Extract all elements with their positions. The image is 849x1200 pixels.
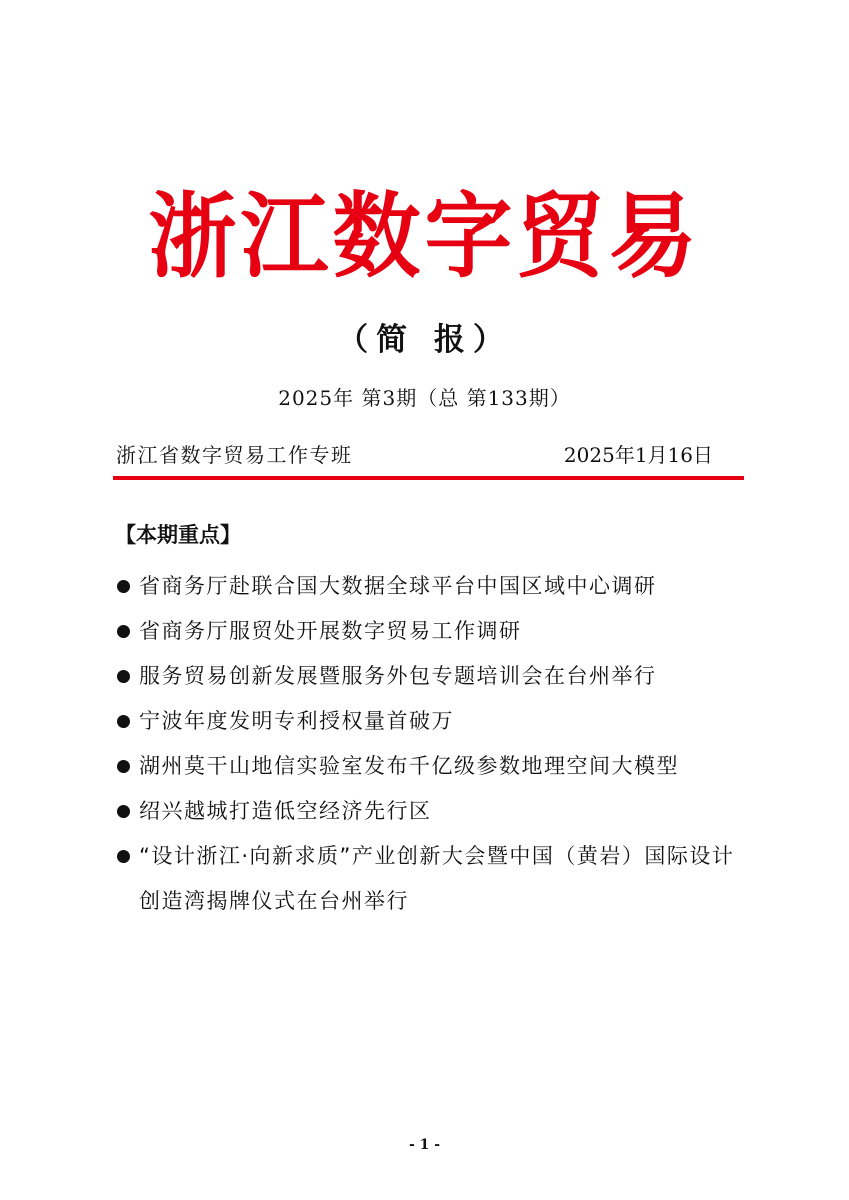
issue-date: 2025年1月16日 [563,443,713,467]
masthead-subtitle: （简 报） [337,322,512,358]
highlights-heading: 【本期重点】 [115,523,241,547]
highlight-text: 宁波年度发明专利授权量首破万 [139,709,454,733]
list-item [117,564,747,609]
list-item [117,654,747,699]
highlight-text: 省商务厅赴联合国大数据全球平台中国区域中心调研 [139,574,657,598]
bullet-icon [117,715,130,728]
issue-number: 2025年 第3期（总 第133期） [278,386,571,410]
list-item [117,699,747,744]
highlight-text: “设计浙江·向新求质”产业创新大会暨中国（黄岩）国际设计创造湾揭牌仪式在台州举行 [139,844,735,913]
list-item [117,744,747,789]
bullet-icon [117,850,130,863]
red-divider-rule [113,476,744,480]
bullet-icon [117,760,130,773]
highlight-text: 湖州莫干山地信实验室发布千亿级参数地理空间大模型 [139,754,679,778]
bullet-icon [117,580,130,593]
highlight-text: 服务贸易创新发展暨服务外包专题培训会在台州举行 [139,664,657,688]
list-item [117,834,747,924]
list-item [117,789,747,834]
info-row [113,440,743,472]
highlight-text: 绍兴越城打造低空经济先行区 [139,799,432,823]
highlights-list [117,564,747,924]
bullet-icon [117,805,130,818]
bullet-icon [117,625,130,638]
issuer: 浙江省数字贸易工作专班 [116,443,353,467]
page-number: - 1 - [408,1137,441,1153]
list-item [117,609,747,654]
masthead-title: 浙江数字贸易 [148,181,701,291]
highlight-text: 省商务厅服贸处开展数字贸易工作调研 [139,619,522,643]
bullet-icon [117,670,130,683]
